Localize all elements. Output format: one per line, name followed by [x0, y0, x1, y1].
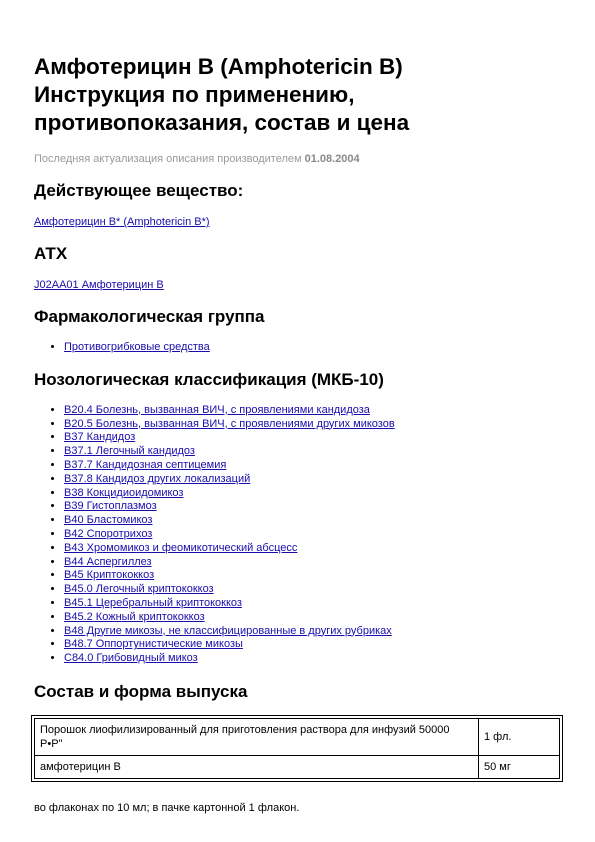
- icd-link[interactable]: B45.1 Церебральный криптококкоз: [64, 596, 242, 609]
- packaging-note: во флаконах по 10 мл; в пачке картонной 1 флакон.: [34, 801, 300, 814]
- list-item: [64, 569, 561, 583]
- icd-link[interactable]: B39 Гистоплазмоз: [64, 500, 157, 513]
- composition-table: [34, 718, 560, 779]
- list-item: [64, 528, 561, 542]
- icd-link[interactable]: B45 Криптококкоз: [64, 569, 155, 582]
- list-item: [64, 459, 561, 473]
- icd-link[interactable]: B37.7 Кандидозная септицемия: [64, 458, 227, 471]
- title-line-1: Амфотерицин B (Amphotericin B): [34, 54, 403, 79]
- pharm-group-heading: Фармакологическая группа: [34, 307, 265, 326]
- updated-prefix: Последняя актуализация описания производителем: [34, 153, 302, 165]
- list-item: [64, 341, 561, 355]
- active-substance-link[interactable]: Амфотерицин B* (Amphotericin B*): [34, 216, 210, 228]
- icd-link[interactable]: B44 Аспергиллез: [64, 555, 152, 568]
- icd-link[interactable]: B37.8 Кандидоз других локализаций: [64, 472, 251, 485]
- list-item: [64, 500, 561, 514]
- table-cell: 1 фл.: [479, 718, 560, 755]
- title-line-2: Инструкция по применению,: [34, 82, 355, 107]
- list-item: [64, 431, 561, 445]
- list-item: [64, 404, 561, 418]
- list-item: [64, 473, 561, 487]
- icd-link[interactable]: B43 Хромомикоз и феомикотический абсцесс: [64, 541, 298, 554]
- icd-link[interactable]: B37.1 Легочный кандидоз: [64, 445, 195, 458]
- list-item: [64, 611, 561, 625]
- icd-link[interactable]: B20.5 Болезнь, вызванная ВИЧ, с проявлениями других микозов: [64, 417, 395, 430]
- title-line-3: противопоказания, состав и цена: [34, 110, 410, 135]
- icd-link[interactable]: B48 Другие микозы, не классифицированные в других рубриках: [64, 624, 392, 637]
- table-cell: 50 мг: [479, 755, 560, 778]
- updated-date: 01.08.2004: [304, 153, 360, 165]
- icd-heading: Нозологическая классификация (МКБ-10): [34, 369, 384, 389]
- icd-link[interactable]: B45.2 Кожный криптококкоз: [64, 610, 205, 623]
- active-substance-heading: Действующее вещество:: [34, 181, 244, 200]
- icd-list: [34, 404, 561, 666]
- list-item: [64, 625, 561, 639]
- icd-link[interactable]: B20.4 Болезнь, вызванная ВИЧ, с проявлениями кандидоза: [64, 403, 370, 416]
- pharm-group-list: [34, 341, 561, 355]
- list-item: [64, 445, 561, 459]
- icd-link[interactable]: B38 Кокцидиоидомикоз: [64, 486, 184, 499]
- pharm-group-link[interactable]: Противогрибковые средства: [64, 341, 210, 353]
- list-item: [64, 652, 561, 666]
- table-cell: Порошок лиофилизированный для приготовления раствора для инфузий 50000 Р•Р": [35, 718, 479, 755]
- composition-heading: Состав и форма выпуска: [34, 681, 248, 701]
- icd-link[interactable]: B45.0 Легочный криптококкоз: [64, 583, 214, 596]
- last-updated: [34, 152, 561, 166]
- icd-link[interactable]: B42 Споротрихоз: [64, 527, 153, 540]
- icd-link[interactable]: B37 Кандидоз: [64, 431, 136, 444]
- list-item: [64, 556, 561, 570]
- atc-heading: АТХ: [34, 244, 68, 263]
- list-item: [64, 487, 561, 501]
- icd-link[interactable]: C84.0 Грибовидный микоз: [64, 652, 198, 665]
- icd-link[interactable]: B40 Бластомикоз: [64, 514, 153, 527]
- list-item: [64, 638, 561, 652]
- active-substance-row: [34, 215, 561, 229]
- table-row: [35, 718, 560, 755]
- list-item: [64, 542, 561, 556]
- list-item: [64, 418, 561, 432]
- list-item: [64, 583, 561, 597]
- atc-row: [34, 278, 561, 292]
- table-cell: амфотерицин B: [35, 755, 479, 778]
- list-item: [64, 514, 561, 528]
- page-title: [34, 0, 561, 137]
- icd-link[interactable]: B48.7 Оппортунистические микозы: [64, 638, 243, 651]
- table-row: [35, 755, 560, 778]
- list-item: [64, 597, 561, 611]
- atc-link[interactable]: J02AA01 Амфотерицин B: [34, 279, 164, 291]
